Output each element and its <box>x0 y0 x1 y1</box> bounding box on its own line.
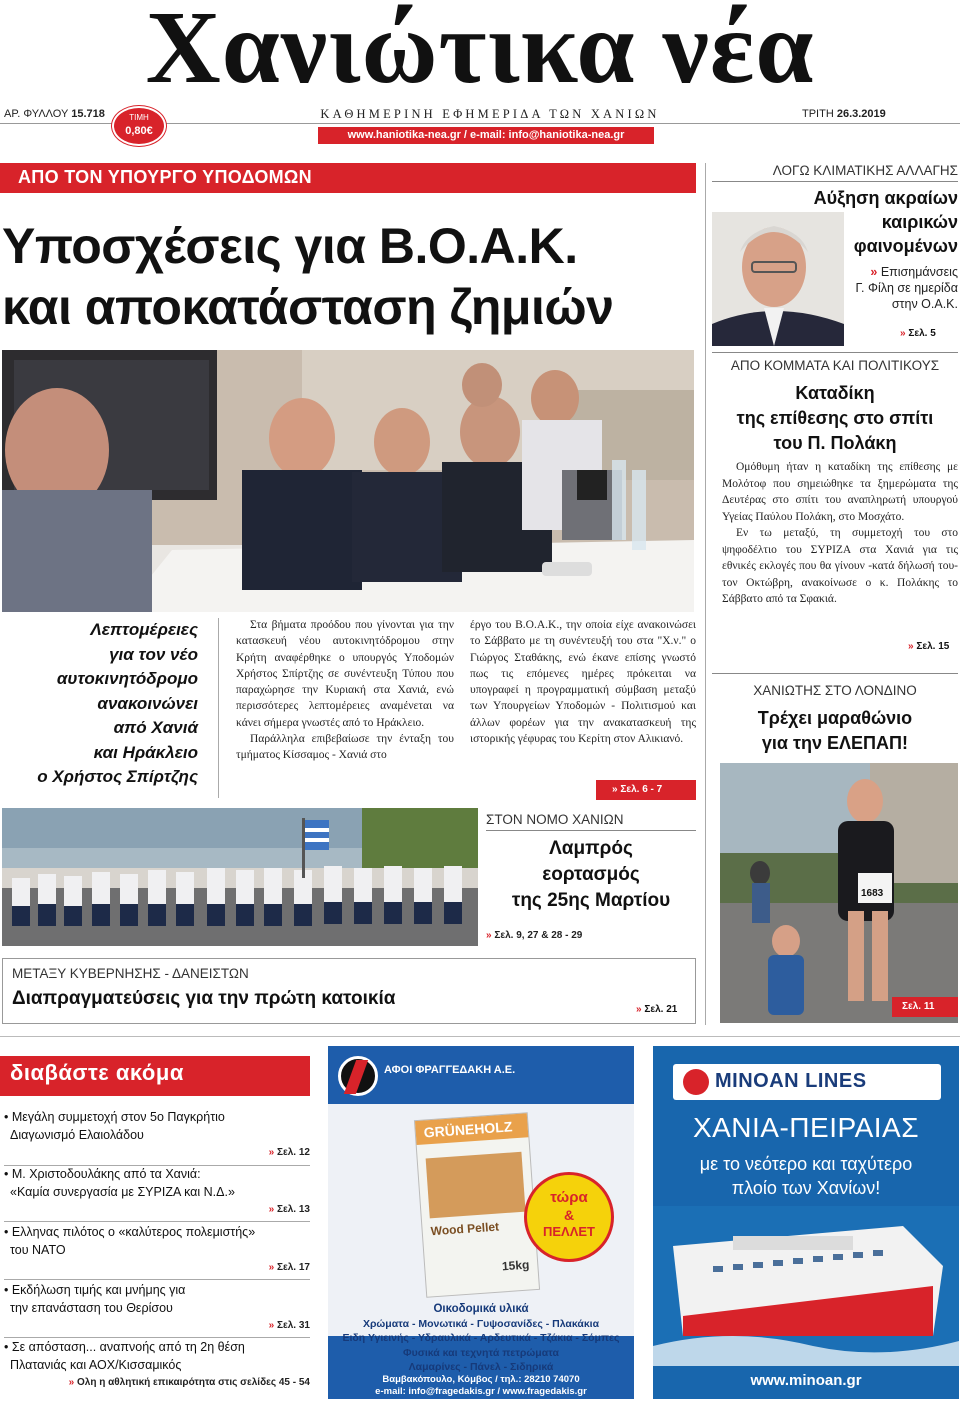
more-item[interactable]: • Ελληνας πιλότος ο «καλύτερος πολεμιστής» του ΝΑΤΟ » Σελ. 17 <box>4 1225 310 1273</box>
politics-kicker: ΑΠΟ ΚΟΜΜΑΤΑ ΚΑΙ ΠΟΛΙΤΙΚΟΥΣ <box>730 358 940 373</box>
issue-number: ΑΡ. ΦΥΛΛΟΥ 15.718 <box>4 108 105 120</box>
website-link[interactable]: www.haniotika-nea.gr / e-mail: info@haniotika-nea.gr <box>318 127 654 144</box>
more-item[interactable]: • Μ. Χριστοδουλάκης από τα Χανιά: «Καμία συνεργασία με ΣΥΡΙΖΑ και Ν.Δ.» » Σελ. 13 <box>4 1167 310 1215</box>
climate-headline[interactable]: Αύξηση ακραίων καιρικών φαινομένων <box>813 188 958 256</box>
minoan-subhead: με το νεότερο και ταχύτερο πλοίο των Χανίων! <box>699 1154 913 1198</box>
more-divider <box>4 1221 310 1222</box>
more-item[interactable]: • Εκδήλωση τιμής και μνήμης για την επανάσταση του Θερίσου » Σελ. 31 <box>4 1283 310 1331</box>
loan-headline[interactable]: Διαπραγματεύσεις για την πρώτη κατοικία <box>12 988 396 1009</box>
parade-rule <box>486 830 696 831</box>
fragedakis-brand: ΑΦΟΙ ΦΡΑΓΓΕΔΑΚΗ Α.Ε. <box>384 1064 516 1076</box>
london-kicker: ΧΑΝΙΩΤΗΣ ΣΤΟ ΛΟΝΔΙΝΟ <box>753 683 917 698</box>
right-column-divider <box>705 163 706 1025</box>
lead-body-col1: Στα βήματα προόδου που γίνονται για την κατασκευή νέου αυτοκινητόδρομου στην Κρήτη αναφέρθηκε ο υπουργός Υποδομών Χρήστος Σπίρτζης σε συνέντευξη Τύπου που παραχώρησε την Κυριακή στα Χανιά, ενώ περισσότερες λεπτομέρειες αναμένεται να κάνει σήμερα γνωστές από το Ηράκλειο. Παράλληλα επιβεβαίωσε την ένταξη του τμήματος Κίσσαμος - Χανιά στο <box>236 619 454 762</box>
fragedakis-products: Οικοδομικά υλικά Χρώματα - Μονωτικά - Γυψοσανίδες - Πλακάκια Ειδη Υγιεινής - Υδραυλικά - Αρδευτικά - Τζάκια - Σόμπες Φυσικά και τεχνητά πετρώματα Λαμαρίνες - Πάνελ - Σιδηρικά <box>342 1303 620 1373</box>
politics-page-ref[interactable]: » Σελ. 15 <box>908 641 950 652</box>
column-divider <box>218 618 219 798</box>
climate-kicker: ΛΟΓΩ ΚΛΙΜΑΤΙΚΗΣ ΑΛΛΑΓΗΣ <box>772 163 958 178</box>
politics-body: Ομόθυμη ήταν η καταδίκη της επίθεσης με Μολότοφ που σημειώθηκε τα ξημερώματα της Δευτέρας στο σπίτι του αναπληρωτή υπουργού Υγείας Παύλου Πολάκη, στο Μοσχάτο. Εν τω μεταξύ, τη συμμετοχή του στο ψηφοδέλτιο του ΣΥΡΙΖΑ στα Χανιά για τις εθνικές εκλογές που θα γίνουν -κατά δήλωσή του- τον Οκτώβρη, ανακοίνωσε ο κ. Πολάκης το Σάββατο από τα Σφακιά. <box>722 461 958 605</box>
more-item[interactable]: • Σε απόσταση... αναπνοής από τη 2η θέση Πλατανιάς και ΑΟΧ/Κισσαμικός » Ολη η αθλητική επικαιρότητα στις σελίδες 45 - 54 <box>4 1340 310 1388</box>
london-headline[interactable]: Τρέχει μαραθώνιο για την ΕΛΕΠΑΠ! <box>757 708 913 753</box>
lead-page-ref[interactable]: » Σελ. 6 - 7 <box>596 780 696 800</box>
parade-page-ref[interactable]: » Σελ. 9, 27 & 28 - 29 <box>486 930 583 941</box>
politics-rule <box>712 352 958 353</box>
price-badge: ΤΙΜΗ 0,80€ <box>112 106 166 146</box>
minoan-logo-icon <box>683 1069 709 1095</box>
ad-fragedakis[interactable] <box>328 1046 634 1399</box>
london-page-ref[interactable]: Σελ. 11 <box>892 997 958 1017</box>
loan-kicker: ΜΕΤΑΞΥ ΚΥΒΕΡΝΗΣΗΣ - ΔΑΝΕΙΣΤΩΝ <box>12 966 249 981</box>
minoan-url[interactable]: www.minoan.gr <box>750 1372 862 1389</box>
race-bib-number: 1683 <box>861 888 884 899</box>
ad-minoan-lines[interactable] <box>653 1046 959 1399</box>
lead-body-col2: έργο του Β.Ο.Α.Κ., την οποία είχε ανακοινώσει το Σάββατο με τη συνέντευξή του στα "Χ.ν." ο Γιώργος Σταθάκης, ενώ έκανε επίσης γνωστό πως τις επόμενες ημέρες πρόκειται να υπογραφεί η προγραμματική σύμβαση μεταξύ των Υπουργείων Υποδομών - Πολιτισμού και άλλων φορέων για την ανακατασκευή της ιστορικής γέφυρας του Κερίτη στον Αλικιανό. <box>470 619 696 746</box>
climate-rule <box>712 181 958 182</box>
issue-date: ΤΡΙΤΗ 26.3.2019 <box>802 108 886 120</box>
parade-headline[interactable]: Λαμπρός εορτασμός της 25ης Μαρτίου <box>511 838 671 911</box>
parade-photo <box>2 808 478 946</box>
section-rule <box>0 1036 960 1037</box>
lead-kicker-bar <box>0 163 696 193</box>
lead-kicker: ΑΠΟ ΤΟΝ ΥΠΟΥΡΓΟ ΥΠΟΔΟΜΩΝ <box>18 167 312 187</box>
london-rule <box>712 673 958 674</box>
minoan-headline: ΧΑΝΙΑ-ΠΕΙΡΑΙΑΣ <box>692 1112 920 1143</box>
ferry-illustration <box>653 1206 959 1366</box>
lead-summary: Λεπτομέρειες για τον νέο αυτοκινητόδρομο ανακοινώνει από Χανιά και Ηράκλειο ο Χρήστος Σπίρτζης <box>37 620 198 786</box>
masthead-title: Χανιώτικα νέα <box>145 0 815 105</box>
masthead-tagline: ΚΑΘΗΜΕΡΙΝΗ ΕΦΗΜΕΡΙΔΑ ΤΩΝ ΧΑΝΙΩΝ <box>320 107 660 121</box>
climate-subhead: » Επισημάνσεις Γ. Φίλη σε ημερίδα στην Ο.Α.Κ. <box>855 265 958 311</box>
pellet-bag: GRÜNEHOLZ Wood Pellet 15kg <box>414 1112 540 1298</box>
minoan-brand: MINOAN LINES <box>715 1070 867 1092</box>
more-divider <box>4 1279 310 1280</box>
climate-page-ref[interactable]: » Σελ. 5 <box>900 328 936 339</box>
lead-headline[interactable]: Υποσχέσεις για Β.Ο.Α.Κ. και αποκατάσταση ζημιών <box>2 218 614 335</box>
lead-photo <box>2 350 694 612</box>
politics-headline[interactable]: Καταδίκη της επίθεσης στο σπίτι του Π. Πολάκη <box>736 383 934 453</box>
parade-kicker: ΣΤΟΝ ΝΟΜΟ ΧΑΝΙΩΝ <box>486 812 624 827</box>
pellet-badge: τώρα & ΠΕΛΛΕΤ <box>524 1172 614 1262</box>
more-item[interactable]: • Μεγάλη συμμετοχή στον 5ο Παγκρήτιο Διαγωνισμό Ελαιολάδου » Σελ. 12 <box>4 1110 310 1158</box>
more-title: διαβάστε ακόμα <box>10 1060 184 1085</box>
loan-page-ref[interactable]: » Σελ. 21 <box>636 1004 678 1015</box>
fragedakis-contact: Βαμβακόπουλο, Κόμβος / τηλ.: 28210 74070 e-mail: info@fragedakis.gr / www.fragedakis.gr <box>375 1374 587 1397</box>
london-photo <box>720 763 958 1023</box>
